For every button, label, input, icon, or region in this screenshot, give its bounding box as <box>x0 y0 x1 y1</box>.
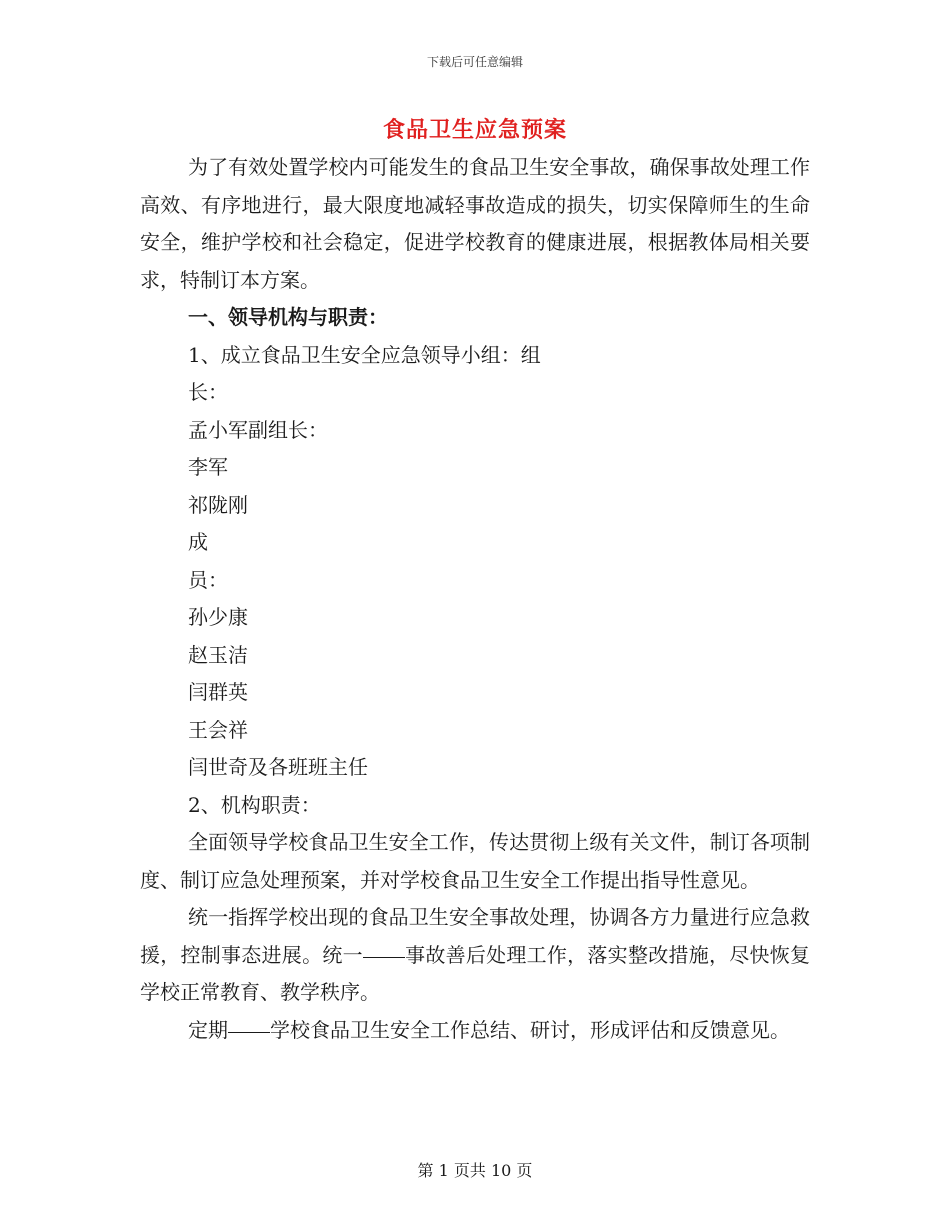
duty-paragraph-2 <box>140 899 810 1012</box>
document-title: 食品卫生应急预案 <box>382 117 567 143</box>
line-member-name: 闫群英 <box>188 680 248 704</box>
fill-blank <box>228 1031 270 1033</box>
line-member-name: 祁陇刚 <box>188 492 248 517</box>
duty3-text-a: 定期 <box>188 1017 228 1042</box>
intro-paragraph: 为了有效处置学校内可能发生的食品卫生安全事故，确保事故处理工作高效、有序地进行，最大限度地减轻事故造成的损失，切实保障师生的生命安全，维护学校和社会稳定，促进学校教育的健康进展，根据教体局相关要求，特制订本方案。 <box>140 155 810 292</box>
duty2-text-a: 统一指挥学校出现的食品卫生安全事故处理，协调各方力量进行应急救援，控制事态进展。统一 <box>140 905 810 967</box>
line-member-name: 王会祥 <box>188 717 248 742</box>
line-member-name: 李军 <box>188 455 228 479</box>
page-footer: 第 1 页共 10 页 <box>417 1161 533 1180</box>
duty2-text-b: 事故善后处理工作，落实整改措施，尽快恢复学校正常教育、教学秩序。 <box>140 942 811 1004</box>
line-members-label-2: 员： <box>188 567 228 592</box>
line-member-name: 孙少康 <box>188 605 248 629</box>
duty-paragraph-1: 全面领导学校食品卫生安全工作，传达贯彻上级有关文件，制订各项制度、制订应急处理预案，并对学校食品卫生安全工作提出指导性意见。 <box>140 830 810 892</box>
document-body <box>140 149 810 1049</box>
item-2: 2、机构职责： <box>188 792 321 817</box>
duty3-text-b: 学校食品卫生安全工作总结、研讨，形成评估和反馈意见。 <box>270 1017 790 1042</box>
line-member-name: 闫世奇及各班班主任 <box>188 755 368 779</box>
header-note: 下载后可任意编辑 <box>426 55 523 69</box>
item-1: 1、成立食品卫生安全应急领导小组：组 <box>188 342 541 367</box>
line-member-name: 赵玉洁 <box>188 642 248 667</box>
section-heading: 一、领导机构与职责： <box>188 305 388 329</box>
line-members-label-1: 成 <box>188 530 208 554</box>
line-leader: 长： <box>188 380 228 404</box>
duty-paragraph-3 <box>140 1012 810 1050</box>
line-deputy: 孟小军副组长： <box>188 417 328 442</box>
fill-blank <box>363 956 405 958</box>
